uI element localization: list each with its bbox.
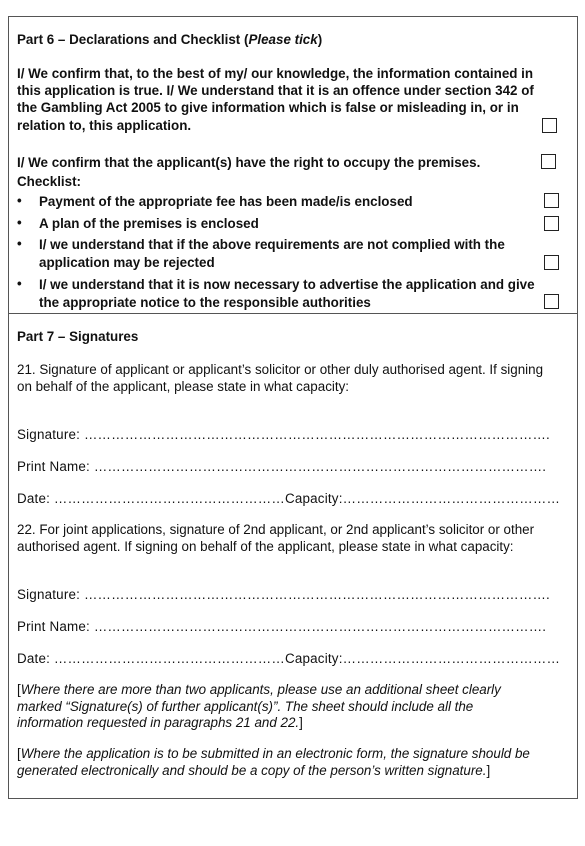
part6-title: Part 6 – Declarations and Checklist (Please tick) [17, 32, 323, 47]
print-name-field-2[interactable]: Print Name: ………………………………………………………………………………………. [17, 619, 547, 634]
checklist-item-rejected-line1: I/ we understand that if the above requirements are not complied with the [39, 237, 505, 252]
q22-line1: 22. For joint applications, signature of 2nd applicant, or 2nd applicant’s solicitor or other [17, 522, 535, 537]
checklist-label: Checklist: [17, 174, 81, 189]
application-form [8, 16, 578, 799]
note2-line1: [Where the application is to be submitted in an electronic form, the signature should be [17, 746, 530, 761]
q21-line1: 21. Signature of applicant or applicant’s solicitor or other duly authorised agent. If signing [17, 362, 544, 377]
checklist-bullet: • [17, 236, 22, 251]
capacity-field-2[interactable]: Capacity:………………………………………… [285, 651, 561, 666]
declaration2-checkbox[interactable] [541, 154, 556, 169]
declaration1-line2: this application is true. I/ We understand that it is an offence under section 342 of [17, 83, 534, 98]
note2-line2: generated electronically and should be a copy of the person’s written signature.] [17, 763, 491, 778]
note1-line2: marked “Signature(s) of further applicant(s)”. The sheet should include all the [17, 699, 474, 714]
checklist-bullet: • [17, 193, 22, 208]
checklist-advertise-checkbox[interactable] [544, 294, 559, 309]
declaration1-line3: the Gambling Act 2005 to give information which is false or misleading in, or in [17, 100, 519, 115]
checklist-item-advertise-line1: I/ we understand that it is now necessary to advertise the application and give [39, 277, 535, 292]
q21-line2: on behalf of the applicant, please state in what capacity: [17, 379, 350, 394]
date-field-2[interactable]: Date: …………………………………………… [17, 651, 285, 666]
declaration1-line1: I/ We confirm that, to the best of my/ our knowledge, the information contained in [17, 66, 534, 81]
checklist-item-advertise-line2: the appropriate notice to the responsible authorities [39, 295, 371, 310]
checklist-item-rejected-line2: application may be rejected [39, 255, 215, 270]
note1-line3: information requested in paragraphs 21 and 22.] [17, 715, 303, 730]
declaration2-text: I/ We confirm that the applicant(s) have the right to occupy the premises. [17, 155, 481, 170]
declaration1-checkbox[interactable] [542, 118, 557, 133]
date-field-1[interactable]: Date: …………………………………………… [17, 491, 285, 506]
signature-field-2[interactable]: Signature: …………………………………………………………………………………………. [17, 587, 550, 602]
checklist-bullet: • [17, 276, 22, 291]
signature-field-1[interactable]: Signature: …………………………………………………………………………………………. [17, 427, 550, 442]
checklist-item-fee: Payment of the appropriate fee has been made/is enclosed [39, 194, 413, 209]
checklist-plan-checkbox[interactable] [544, 216, 559, 231]
declaration1-line4: relation to, this application. [17, 118, 192, 133]
checklist-fee-checkbox[interactable] [544, 193, 559, 208]
q22-line2: authorised agent. If signing on behalf of the applicant, please state in what capacity: [17, 539, 514, 554]
part7-title: Part 7 – Signatures [17, 329, 139, 344]
note1-line1: [Where there are more than two applicants, please use an additional sheet clearly [17, 682, 501, 697]
part7-section [9, 314, 577, 798]
checklist-item-plan: A plan of the premises is enclosed [39, 216, 259, 231]
print-name-field-1[interactable]: Print Name: ………………………………………………………………………………………. [17, 459, 547, 474]
checklist-bullet: • [17, 215, 22, 230]
part6-section [9, 17, 577, 314]
checklist-rejected-checkbox[interactable] [544, 255, 559, 270]
capacity-field-1[interactable]: Capacity:………………………………………… [285, 491, 561, 506]
